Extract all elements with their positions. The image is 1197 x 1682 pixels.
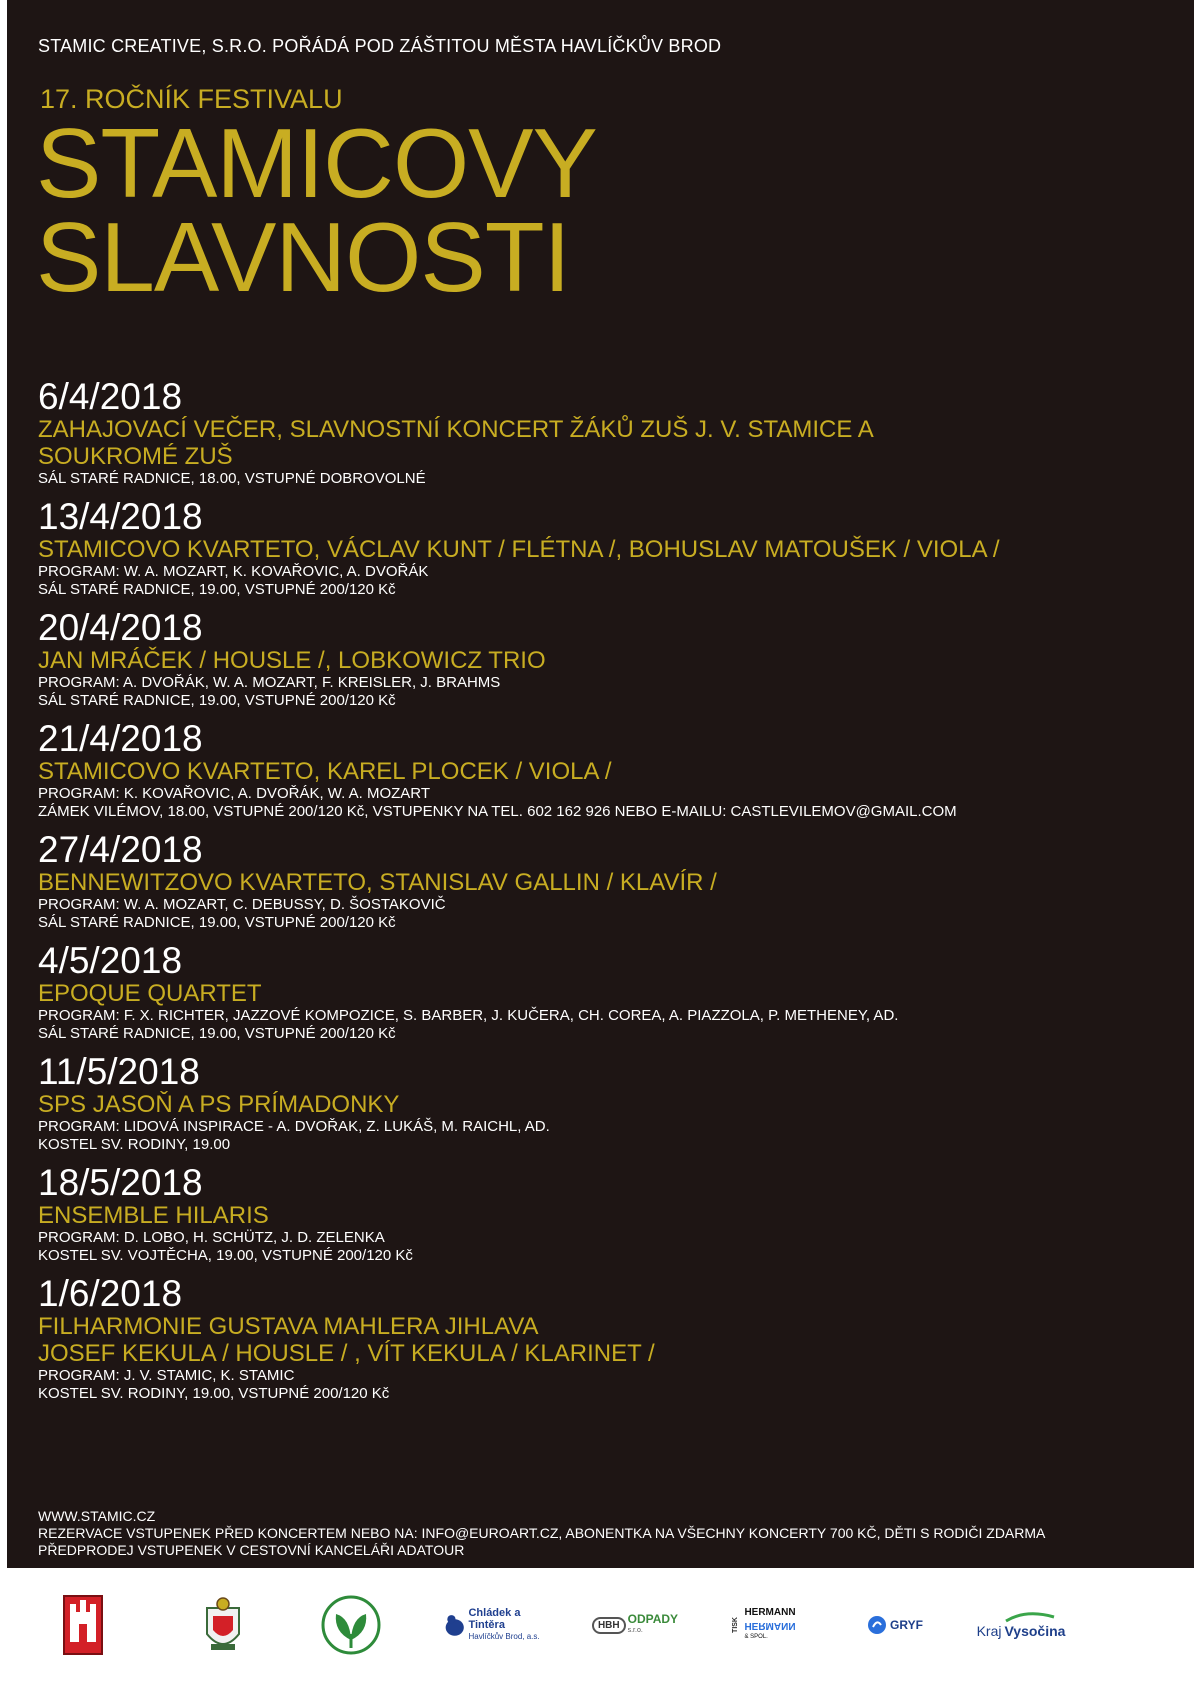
event-performers: BENNEWITZOVO KVARTETO, STANISLAV GALLIN / KLAVÍR / bbox=[38, 869, 717, 896]
event-date: 11/5/2018 bbox=[38, 1051, 200, 1092]
event-item bbox=[38, 1275, 1158, 1403]
event-program: PROGRAM: F. X. RICHTER, JAZZOVÉ KOMPOZICE, S. BARBER, J. KUČERA, CH. COREA, A. PIAZZOLA, P. METHENEY, AD. bbox=[38, 1007, 899, 1024]
event-item bbox=[38, 378, 1158, 488]
footer-info bbox=[38, 1508, 1045, 1559]
event-item bbox=[38, 609, 1158, 710]
festival-title bbox=[36, 108, 597, 312]
gryf-circle-icon bbox=[867, 1615, 887, 1635]
event-program: PROGRAM: D. LOBO, H. SCHÜTZ, J. D. ZELENKA bbox=[38, 1229, 385, 1246]
title-line-1: STAMICOVY bbox=[36, 108, 597, 218]
event-performers: JOSEF KEKULA / HOUSLE / , VÍT KEKULA / KLARINET / bbox=[38, 1340, 655, 1367]
event-venue: KOSTEL SV. RODINY, 19.00, VSTUPNÉ 200/120 Kč bbox=[38, 1385, 390, 1402]
event-program: PROGRAM: A. DVOŘÁK, W. A. MOZART, F. KREISLER, J. BRAHMS bbox=[38, 674, 501, 691]
event-item bbox=[38, 1164, 1158, 1265]
event-item bbox=[38, 498, 1158, 599]
beaver-icon bbox=[444, 1610, 465, 1640]
event-date: 21/4/2018 bbox=[38, 718, 203, 759]
event-item bbox=[38, 720, 1158, 821]
event-performers: EPOQUE QUARTET bbox=[38, 980, 262, 1007]
gryf-logo: GRYF bbox=[855, 1590, 935, 1660]
event-item bbox=[38, 1053, 1158, 1154]
event-venue: KOSTEL SV. VOJTĚCHA, 19.00, VSTUPNÉ 200/120 Kč bbox=[38, 1247, 413, 1264]
event-date: 1/6/2018 bbox=[38, 1273, 183, 1314]
chladek-tintera-logo: Chládek a Tintěra Havlíčkův Brod, a.s. bbox=[444, 1590, 544, 1660]
event-performers: ZAHAJOVACÍ VEČER, SLAVNOSTNÍ KONCERT ŽÁKŮ ZUŠ J. V. STAMICE A bbox=[38, 416, 874, 443]
sponsor-logos bbox=[0, 1568, 1197, 1682]
event-venue: SÁL STARÉ RADNICE, 19.00, VSTUPNÉ 200/120 Kč bbox=[38, 1025, 396, 1042]
leaves-logo-icon bbox=[318, 1590, 384, 1660]
event-venue: SÁL STARÉ RADNICE, 19.00, VSTUPNÉ 200/120 Kč bbox=[38, 914, 396, 931]
event-performers: SPS JASOŇ A PS PRÍMADONKY bbox=[38, 1091, 400, 1118]
event-program: PROGRAM: LIDOVÁ INSPIRACE - A. DVOŘAK, Z. LUKÁŠ, M. RAICHL, AD. bbox=[38, 1118, 550, 1135]
title-line-2: SLAVNOSTI bbox=[36, 202, 570, 312]
event-program: PROGRAM: J. V. STAMIC, K. STAMIC bbox=[38, 1367, 295, 1384]
event-performers: JAN MRÁČEK / HOUSLE /, LOBKOWICZ TRIO bbox=[38, 647, 546, 674]
event-item bbox=[38, 942, 1158, 1043]
presale-info: PŘEDPRODEJ VSTUPENEK V CESTOVNÍ KANCELÁŘI ADATOUR bbox=[38, 1542, 465, 1558]
crest-icon bbox=[200, 1590, 246, 1660]
event-program: PROGRAM: W. A. MOZART, C. DEBUSSY, D. ŠOSTAKOVIČ bbox=[38, 896, 446, 913]
event-date: 20/4/2018 bbox=[38, 607, 203, 648]
kraj-vysocina-swoosh-icon bbox=[986, 1611, 1056, 1623]
event-venue: KOSTEL SV. RODINY, 19.00 bbox=[38, 1136, 231, 1153]
event-performers: STAMICOVO KVARTETO, VÁCLAV KUNT / FLÉTNA /, BOHUSLAV MATOUŠEK / VIOLA / bbox=[38, 536, 1000, 563]
website-link[interactable]: WWW.STAMIC.CZ bbox=[38, 1508, 156, 1524]
havlickuv-brod-coat-of-arms-icon bbox=[58, 1590, 108, 1660]
reservation-info: REZERVACE VSTUPENEK PŘED KONCERTEM NEBO NA: INFO@EUROART.CZ, ABONENTKA NA VŠECHNY KONCERTY 700 KČ, DĚTI S RODIČI ZDARMA bbox=[38, 1525, 1046, 1541]
kraj-vysocina-logo: Kraj Vysočina bbox=[966, 1590, 1076, 1660]
event-venue: ZÁMEK VILÉMOV, 18.00, VSTUPNÉ 200/120 Kč, VSTUPENKY NA TEL. 602 162 926 NEBO E-MAILU: CASTLEVILEMOV@GMAIL.COM bbox=[38, 803, 957, 820]
organizer-line: STAMIC CREATIVE, S.R.O. POŘÁDÁ POD ZÁŠTITOU MĚSTA HAVLÍČKŮV BROD bbox=[38, 36, 722, 56]
event-performers: ENSEMBLE HILARIS bbox=[38, 1202, 269, 1229]
event-performers: STAMICOVO KVARTETO, KAREL PLOCEK / VIOLA / bbox=[38, 758, 612, 785]
event-date: 27/4/2018 bbox=[38, 829, 203, 870]
hbh-odpady-logo: HBH ODPADY s.r.o. bbox=[590, 1590, 680, 1660]
edition-line: 17. ROČNÍK FESTIVALU bbox=[40, 84, 343, 114]
event-date: 4/5/2018 bbox=[38, 940, 183, 981]
event-date: 6/4/2018 bbox=[38, 376, 183, 417]
event-performers: FILHARMONIE GUSTAVA MAHLERA JIHLAVA bbox=[38, 1313, 539, 1340]
tisk-hermann-logo: TISK HERMANN HERMANN & SPOL. bbox=[732, 1607, 796, 1640]
event-item bbox=[38, 831, 1158, 932]
event-list bbox=[38, 378, 1158, 1413]
event-program: PROGRAM: W. A. MOZART, K. KOVAŘOVIC, A. DVOŘÁK bbox=[38, 563, 429, 580]
event-venue: SÁL STARÉ RADNICE, 18.00, VSTUPNÉ DOBROVOLNÉ bbox=[38, 470, 426, 487]
event-venue: SÁL STARÉ RADNICE, 19.00, VSTUPNÉ 200/120 Kč bbox=[38, 692, 396, 709]
event-venue: SÁL STARÉ RADNICE, 19.00, VSTUPNÉ 200/120 Kč bbox=[38, 581, 396, 598]
event-date: 18/5/2018 bbox=[38, 1162, 203, 1203]
event-date: 13/4/2018 bbox=[38, 496, 203, 537]
event-performers: SOUKROMÉ ZUŠ bbox=[38, 443, 233, 470]
event-program: PROGRAM: K. KOVAŘOVIC, A. DVOŘÁK, W. A. MOZART bbox=[38, 785, 431, 802]
